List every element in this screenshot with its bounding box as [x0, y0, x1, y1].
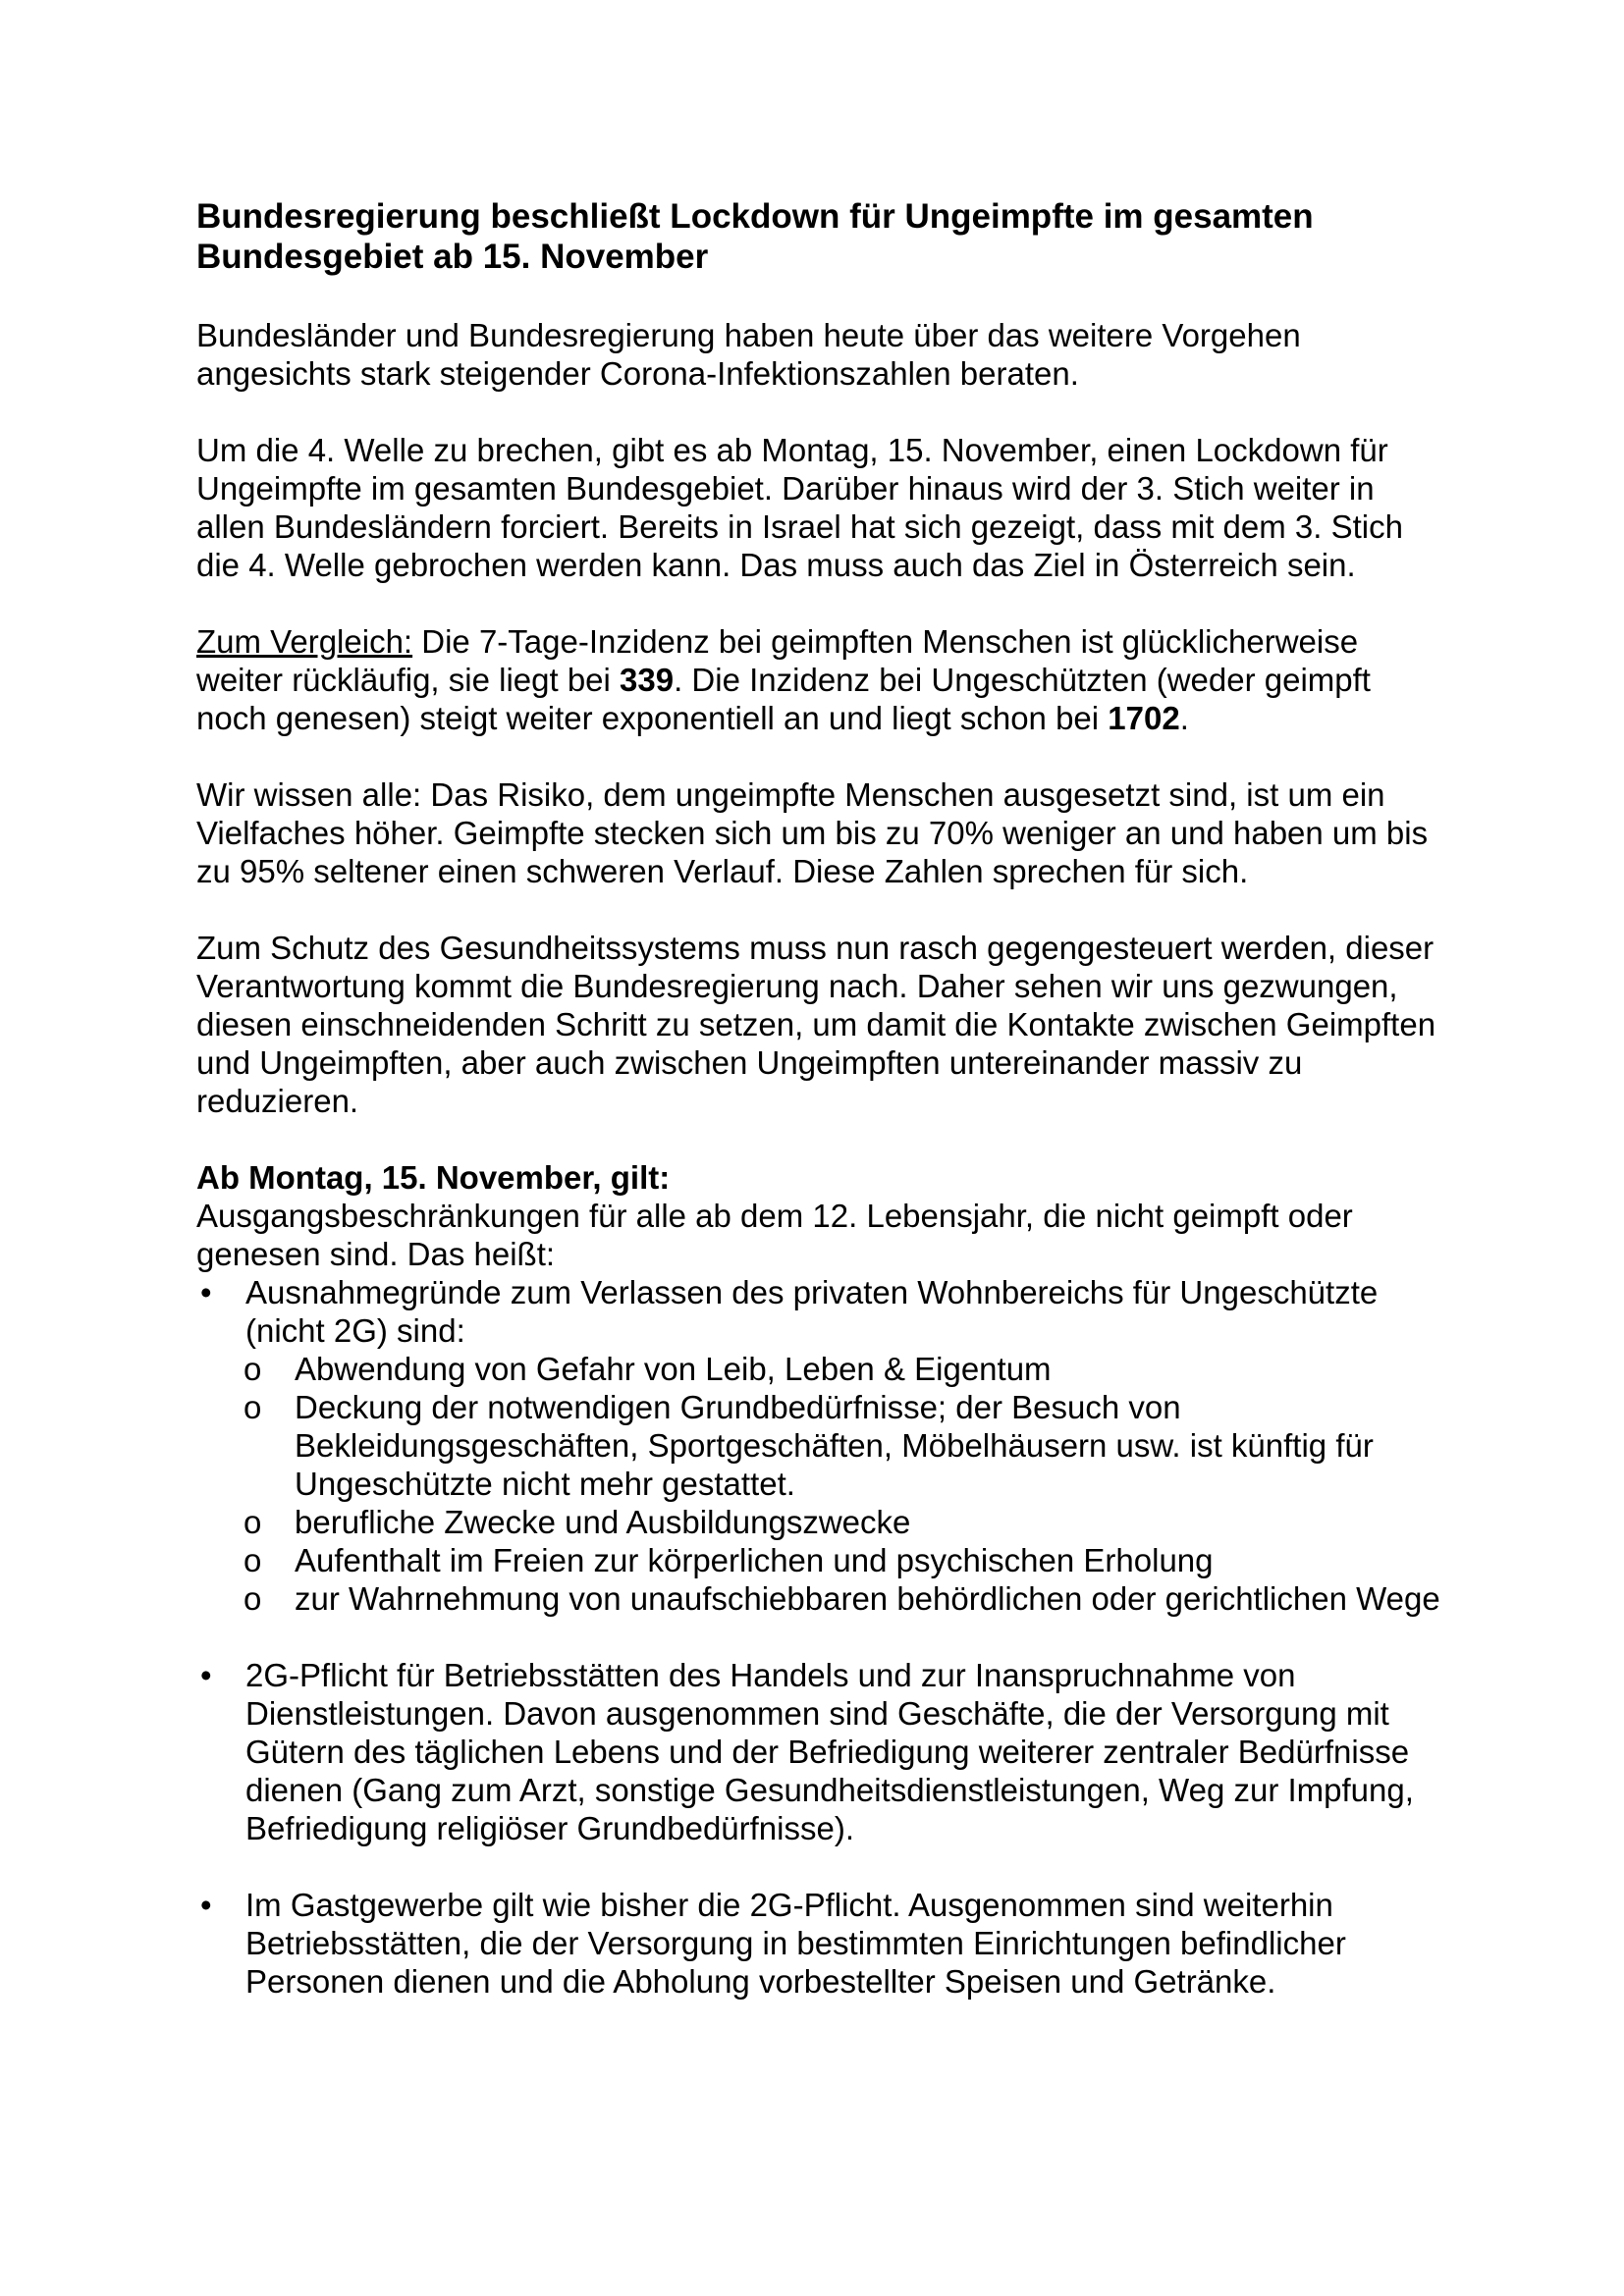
- list-item-text: 2G-Pflicht für Betriebsstätten des Handels und zur Inanspruchnahme von Dienstleistungen. Davon ausgenommen sind Geschäfte, die der Versorgung mit Gütern des täglichen Lebens und der Befriedigung weiterer zentraler Bedürfnisse dienen (Gang zum Arzt, sonstige Gesundheitsdienstleistungen, Weg zur Impfung, Befriedigung religiöser Grundbedürfnisse).: [245, 1657, 1414, 1846]
- bullet-icon: •: [200, 1274, 212, 1310]
- list-item-text: Im Gastgewerbe gilt wie bisher die 2G-Pflicht. Ausgenommen sind weiterhin Betriebsstätten, die der Versorgung in bestimmten Einrichtungen befindlicher Personen dienen und die Abholung vorbestellter Speisen und Getränke.: [245, 1887, 1346, 2000]
- document-title: Bundesregierung beschließt Lockdown für Ungeimpfte im gesamten Bundesgebiet ab 15. November: [196, 197, 1314, 276]
- list-item: [196, 1656, 1443, 1847]
- sublist-item-text: berufliche Zwecke und Ausbildungszwecke: [295, 1504, 911, 1540]
- sublist-item-text: zur Wahrnehmung von unaufschiebbaren behördlichen oder gerichtlichen Wege: [295, 1580, 1440, 1617]
- sublist-item-text: Deckung der notwendigen Grundbedürfnisse; der Besuch von Bekleidungsgeschäften, Sportgeschäften, Möbelhäusern usw. ist künftig für Ungeschützte nicht mehr gestattet.: [295, 1389, 1374, 1502]
- list-item-text: Ausnahmegründe zum Verlassen des privaten Wohnbereichs für Ungeschützte (nicht 2G) sind:: [245, 1274, 1379, 1349]
- circle-bullet-icon: o: [244, 1504, 262, 1540]
- sublist-item-text: Abwendung von Gefahr von Leib, Leben & Eigentum: [295, 1351, 1052, 1387]
- circle-bullet-icon: o: [244, 1351, 262, 1387]
- exceptions-sublist: [196, 1350, 1443, 1618]
- sublist-item: [196, 1579, 1443, 1618]
- bullet-icon: •: [200, 1657, 212, 1693]
- circle-bullet-icon: o: [244, 1580, 262, 1617]
- sublist-item: [196, 1388, 1443, 1503]
- sublist-item: [196, 1503, 1443, 1541]
- section-intro: Ausgangsbeschränkungen für alle ab dem 12. Lebensjahr, die nicht geimpft oder genesen sind. Das heißt:: [196, 1198, 1353, 1272]
- bullet-icon: •: [200, 1887, 212, 1923]
- incidence-unprotected: 1702: [1108, 700, 1180, 736]
- comparison-text-3: .: [1179, 700, 1189, 736]
- rules-list: [196, 1273, 1443, 2001]
- paragraph-health-system: Zum Schutz des Gesundheitssystems muss nun rasch gegengesteuert werden, dieser Verantwortung kommt die Bundesregierung nach. Daher sehen wir uns gezwungen, diesen einschneidenden Schritt zu setzen, um damit die Kontakte zwischen Geimpften und Ungeimpften, aber auch zwischen Ungeimpften untereinander massiv zu reduzieren.: [196, 930, 1436, 1119]
- paragraph-risk: Wir wissen alle: Das Risiko, dem ungeimpfte Menschen ausgesetzt sind, ist um ein Vielfaches höher. Geimpfte stecken sich um bis zu 70% weniger an und haben um bis zu 95% seltener einen schweren Verlauf. Diese Zahlen sprechen für sich.: [196, 776, 1429, 889]
- document-page: [196, 196, 1443, 2001]
- comparison-text-2: . Die Inzidenz bei Ungeschützten (weder geimpft noch genesen) steigt weiter exponentiell an und liegt schon bei: [196, 662, 1371, 736]
- comparison-text-1: Die 7-Tage-Inzidenz bei geimpften Menschen ist glücklicherweise weiter rückläufig, sie liegt bei: [196, 623, 1359, 698]
- comparison-lead: Zum Vergleich:: [196, 623, 413, 660]
- section-heading-text: Ab Montag, 15. November, gilt:: [196, 1159, 671, 1196]
- list-item: [196, 1886, 1443, 2001]
- sublist-item: [196, 1541, 1443, 1579]
- paragraph-intro: Bundesländer und Bundesregierung haben heute über das weitere Vorgehen angesichts stark steigender Corona-Infektionszahlen beraten.: [196, 317, 1301, 392]
- list-item: [196, 1273, 1443, 1618]
- paragraph-comparison: [196, 622, 1443, 737]
- paragraph-fourth-wave: Um die 4. Welle zu brechen, gibt es ab Montag, 15. November, einen Lockdown für Ungeimpfte im gesamten Bundesgebiet. Darüber hinaus wird der 3. Stich weiter in allen Bundesländern forciert. Bereits in Israel hat sich gezeigt, dass mit dem 3. Stich die 4. Welle gebrochen werden kann. Das muss auch das Ziel in Österreich sein.: [196, 432, 1403, 583]
- sublist-item: [196, 1350, 1443, 1388]
- sublist-item-text: Aufenthalt im Freien zur körperlichen und psychischen Erholung: [295, 1542, 1214, 1578]
- section-heading: [196, 1158, 1443, 1197]
- circle-bullet-icon: o: [244, 1542, 262, 1578]
- circle-bullet-icon: o: [244, 1389, 262, 1425]
- incidence-vaccinated: 339: [620, 662, 675, 698]
